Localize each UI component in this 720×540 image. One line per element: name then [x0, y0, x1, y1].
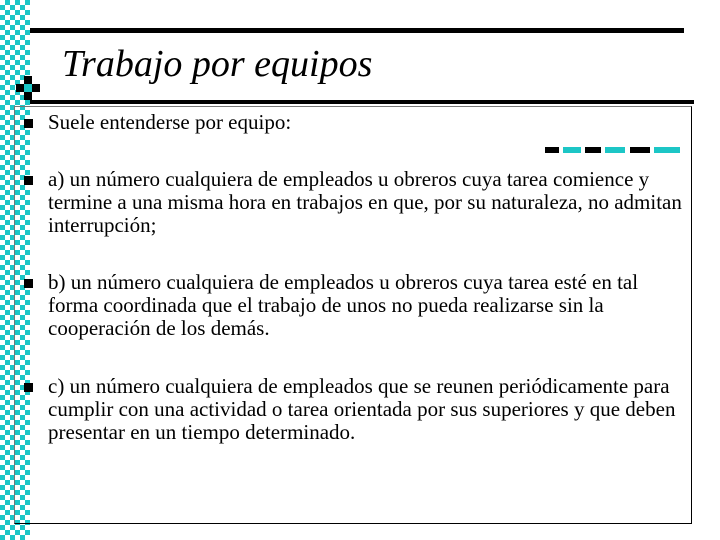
bullet-square-icon	[24, 176, 33, 185]
title-rule	[30, 100, 694, 104]
title-decoration-icon	[16, 76, 40, 100]
bullet-item-b: b) un número cualquiera de empleados u obreros cuya tarea esté en tal forma coordinada que el trabajo de unos no pueda realizarse sin la cooperación de los demás.	[48, 270, 639, 340]
accent-block-black-3	[630, 147, 650, 153]
bullet-square-icon	[24, 279, 33, 288]
bullet-item-intro: Suele entenderse por equipo:	[48, 110, 292, 134]
bullet-item-a: a) un número cualquiera de empleados u obreros cuya tarea comience y termine a una misma hora en trabajos en que, por su naturaleza, no admitan interrupción;	[48, 167, 682, 237]
bullet-square-icon	[24, 119, 33, 128]
top-rule	[30, 28, 684, 33]
accent-block-black-2	[585, 147, 601, 153]
accent-block-teal-2	[605, 147, 625, 153]
accent-block-black-1	[545, 147, 559, 153]
accent-block-teal-3	[654, 147, 680, 153]
bullet-square-icon	[24, 383, 33, 392]
bullet-item-c: c) un número cualquiera de empleados que se reunen periódicamente para cumplir con una actividad o tarea orientada por sus superiores y que deben presentar en un tiempo determinado.	[48, 374, 676, 444]
slide-title: Trabajo por equipos	[62, 43, 373, 85]
accent-block-teal-1	[563, 147, 581, 153]
